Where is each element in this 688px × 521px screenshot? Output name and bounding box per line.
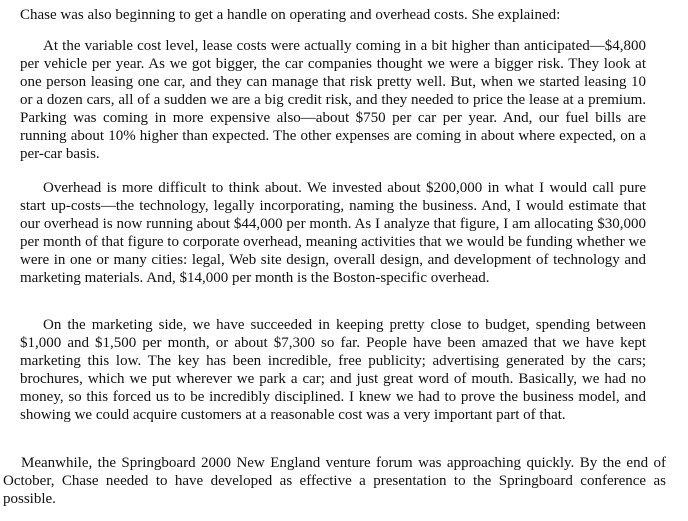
quote-paragraph-marketing: On the marketing side, we have succeeded in keeping pretty close to budget, spending between $1,000 and $1,500 per month, or about $7,300 so far. People have been amazed that we have kept marketing this low. The key has been incredible, free publicity; advertising generated by the cars; brochures, which we put wherever we park a car; and just great word of mouth. Basically, we had no money, so this forced us to be incredibly disciplined. I knew we had to prove the business model, and showing we could acquire customers at a reasonable cost was a very important part of that. (20, 317, 646, 423)
quote-paragraph-overhead: Overhead is more difficult to think about. We invested about $200,000 in what I would call pure start up-costs—the technology, legally incorporating, naming the business. And, I would estimate that our overhead is now running about $44,000 per month. As I analyze that figure, I am allocating $30,000 per month of that figure to corporate overhead, meaning activities that we would be funding whether we were in one or many cities: legal, Web site design, overall design, and development of technology and marketing materials. And, $14,000 per month is the Boston-specific overhead. (20, 180, 646, 286)
closing-paragraph: Meanwhile, the Springboard 2000 New England venture forum was approaching quickly. By the end of October, Chase needed to have developed as effective a presentation to the Springboard conference as possible. (3, 455, 666, 507)
intro-paragraph: Chase was also beginning to get a handle on operating and overhead costs. She explained: (20, 7, 561, 23)
quote-paragraph-variable-costs: At the variable cost level, lease costs were actually coming in a bit higher than anticipated—$4,800 per vehicle per year. As we got bigger, the car companies thought we were a bigger risk. They look at one person leasing one car, and they can manage that risk pretty well. But, when we started leasing 10 or a dozen cars, all of a sudden we are a big credit risk, and they needed to price the lease at a premium. Parking was coming in more expensive also—about $750 per car per year. And, our fuel bills are running about 10% higher than expected. The other expenses are coming in about where expected, on a per-car basis. (20, 38, 646, 162)
